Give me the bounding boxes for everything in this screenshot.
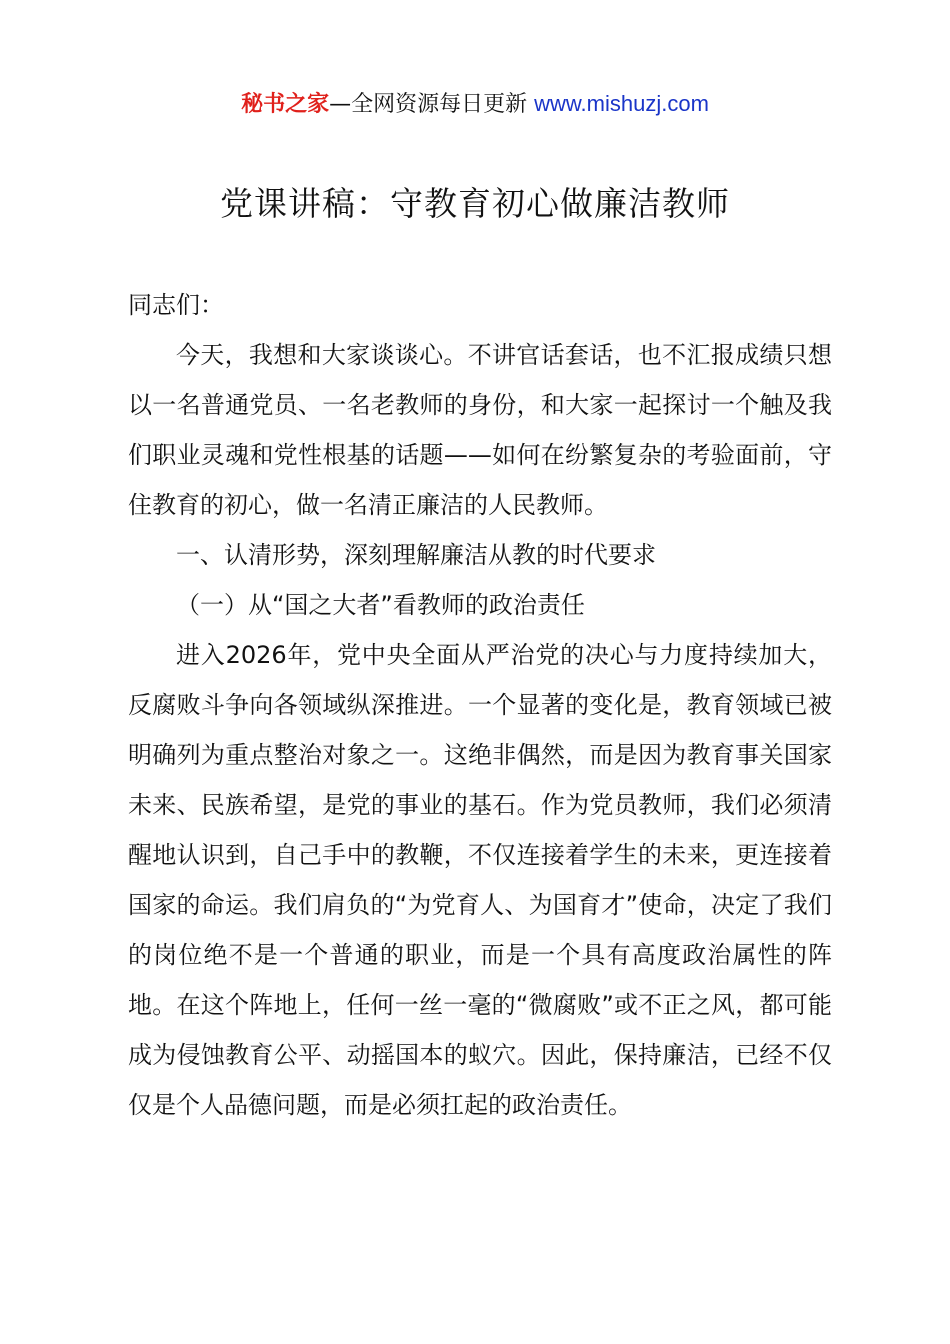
site-brand: 秘书之家	[241, 92, 330, 117]
site-tagline: —全网资源每日更新	[329, 92, 535, 117]
site-header	[0, 88, 950, 121]
subsection-heading: （一）从“国之大者”看教师的政治责任	[176, 591, 585, 619]
body-paragraph: 进入2026年，党中央全面从严治党的决心与力度持续加大，反腐败斗争向各领域纵深推进。一个显著的变化是，教育领域已被明确列为重点整治对象之一。这绝非偶然，而是因为教育事关国家未来、民族希望，是党的事业的基石。作为党员教师，我们必须清醒地认识到，自己手中的教鞭，不仅连接着学生的未来，更连接着国家的命运。我们肩负的“为党育人、为国育才”使命，决定了我们的岗位绝不是一个普通的职业，而是一个具有高度政治属性的阵地。在这个阵地上，任何一丝一毫的“微腐败”或不正之风，都可能成为侵蚀教育公平、动摇国本的蚁穴。因此，保持廉洁，已经不仅仅是个人品德问题，而是必须扛起的政治责任。	[128, 641, 832, 1119]
salutation: 同志们：	[128, 291, 224, 319]
document-title: 党课讲稿：守教育初心做廉洁教师	[220, 184, 730, 223]
intro-paragraph: 今天，我想和大家谈谈心。不讲官话套话，也不汇报成绩只想以一名普通党员、一名老教师的身份，和大家一起探讨一个触及我们职业灵魂和党性根基的话题——如何在纷繁复杂的考验面前，守住教育的初心，做一名清正廉洁的人民教师。	[128, 341, 832, 519]
section-heading: 一、认清形势，深刻理解廉洁从教的时代要求	[176, 541, 656, 569]
site-url-link[interactable]: www.mishuzj.com	[534, 91, 709, 116]
document-body	[128, 280, 832, 1130]
